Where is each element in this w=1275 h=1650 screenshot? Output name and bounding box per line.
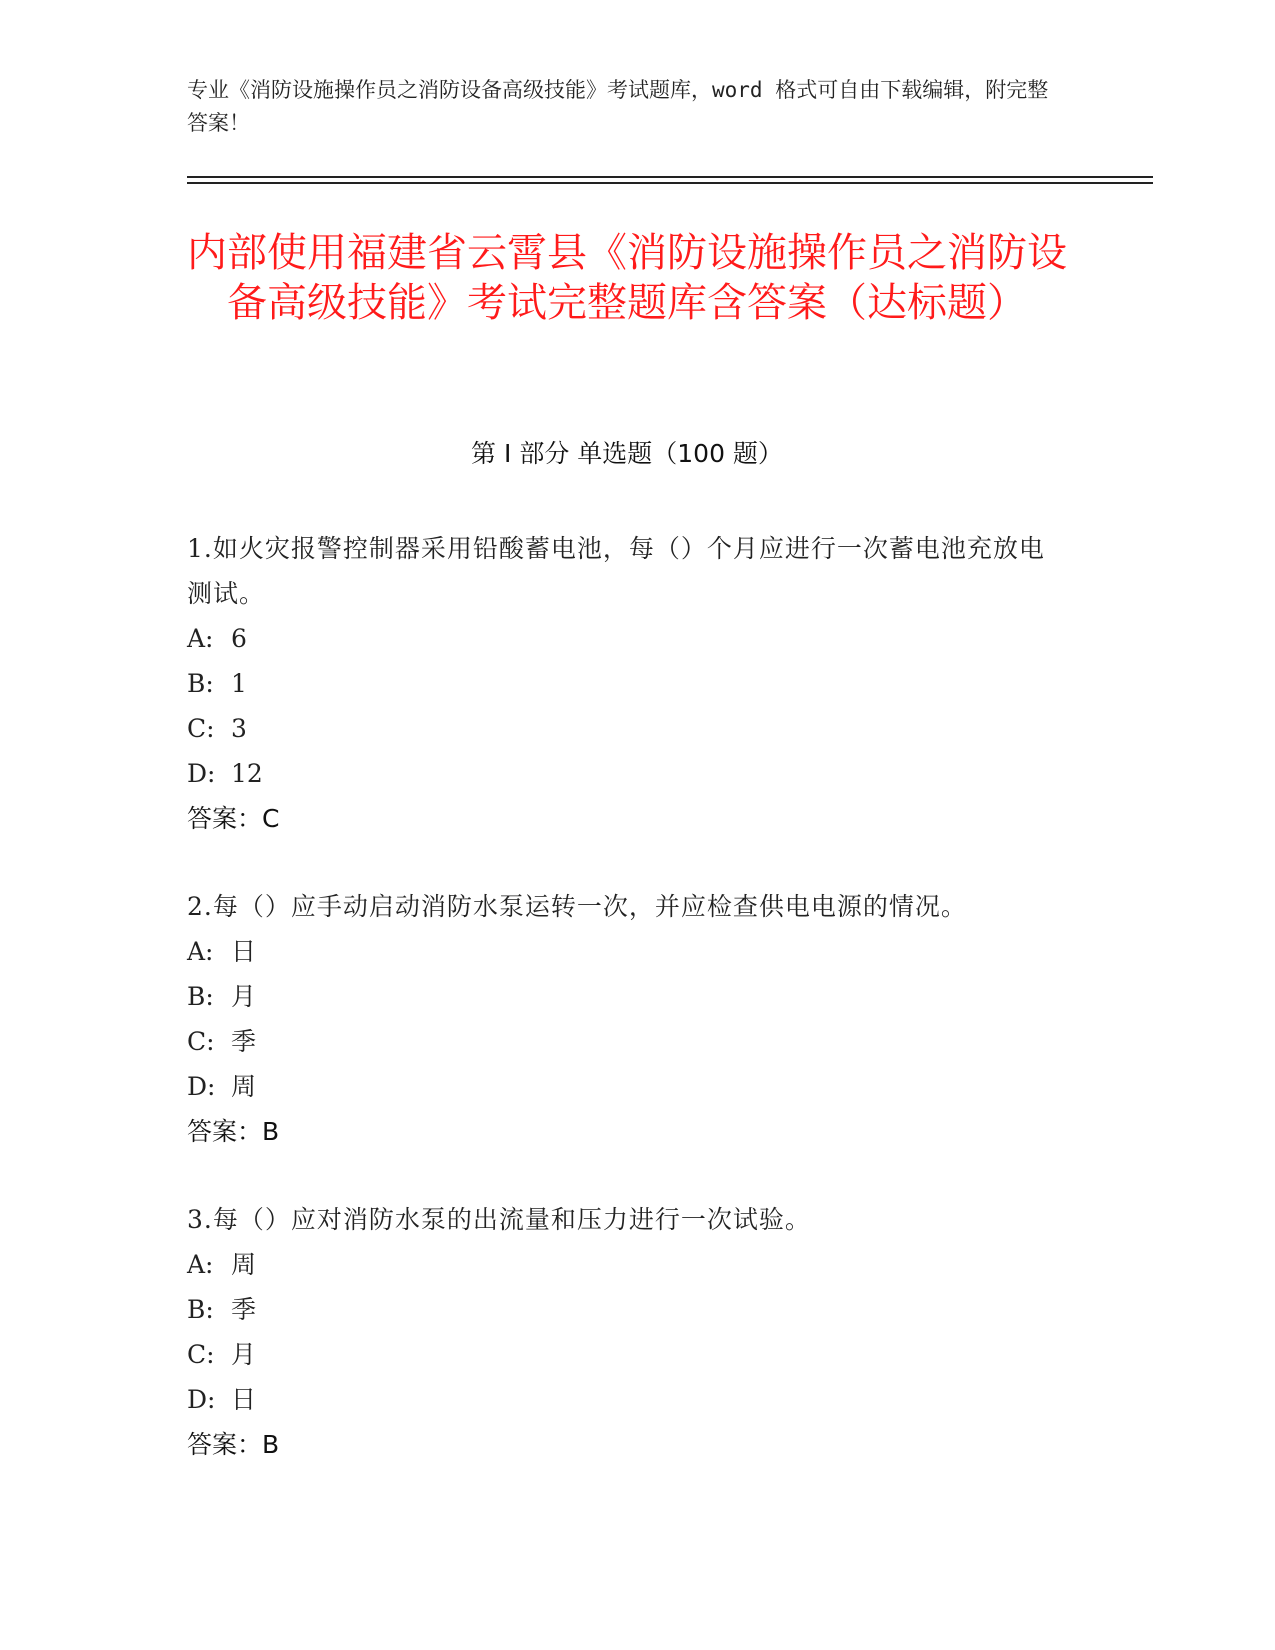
option-key: C: [187, 1340, 215, 1369]
document-title: 内部使用福建省云霄县《消防设施操作员之消防设备高级技能》考试完整题库含答案（达标题） [187, 230, 1067, 326]
question-3 [187, 1197, 1067, 1467]
option-text: 3 [231, 714, 247, 743]
option-d [187, 1377, 1067, 1422]
option-b [187, 661, 1067, 706]
option-a [187, 616, 1067, 661]
option-key: C: [187, 714, 215, 743]
header-divider-bottom [187, 182, 1153, 184]
option-text: 周 [231, 1072, 257, 1101]
option-key: A: [187, 937, 214, 966]
option-text: 月 [231, 1340, 257, 1369]
option-a [187, 929, 1067, 974]
option-key: A: [187, 1250, 214, 1279]
option-key: D: [187, 759, 216, 788]
answer-line: 答案：C [187, 804, 280, 833]
option-b [187, 974, 1067, 1019]
option-c [187, 706, 1067, 751]
question-stem: 3.每（）应对消防水泵的出流量和压力进行一次试验。 [187, 1205, 811, 1234]
option-key: D: [187, 1072, 216, 1101]
option-key: C: [187, 1027, 215, 1056]
option-text: 日 [231, 1385, 257, 1414]
answer-line: 答案：B [187, 1430, 280, 1459]
option-text: 日 [231, 937, 257, 966]
option-text: 月 [231, 982, 257, 1011]
option-text: 12 [231, 759, 263, 788]
option-key: D: [187, 1385, 216, 1414]
option-key: B: [187, 1295, 214, 1324]
option-text: 6 [231, 624, 247, 653]
question-list [187, 526, 1067, 1510]
header-divider-top [187, 176, 1153, 178]
question-stem: 2.每（）应手动启动消防水泵运转一次，并应检查供电电源的情况。 [187, 892, 967, 921]
option-text: 季 [231, 1027, 257, 1056]
option-text: 周 [231, 1250, 257, 1279]
question-stem: 1.如火灾报警控制器采用铅酸蓄电池，每（）个月应进行一次蓄电池充放电测试。 [187, 534, 1045, 608]
option-text: 季 [231, 1295, 257, 1324]
option-d [187, 1064, 1067, 1109]
option-c [187, 1332, 1067, 1377]
header-note: 专业《消防设施操作员之消防设备高级技能》考试题库，word 格式可自由下载编辑，附完整答案！ [187, 78, 1049, 135]
option-b [187, 1287, 1067, 1332]
option-text: 1 [231, 669, 247, 698]
option-key: A: [187, 624, 214, 653]
option-d [187, 751, 1067, 796]
option-key: B: [187, 669, 214, 698]
option-key: B: [187, 982, 214, 1011]
option-a [187, 1242, 1067, 1287]
answer-line: 答案：B [187, 1117, 280, 1146]
section-title: 第 I 部分 单选题（100 题） [471, 439, 783, 468]
question-2 [187, 884, 1067, 1154]
option-c [187, 1019, 1067, 1064]
question-1 [187, 526, 1067, 841]
